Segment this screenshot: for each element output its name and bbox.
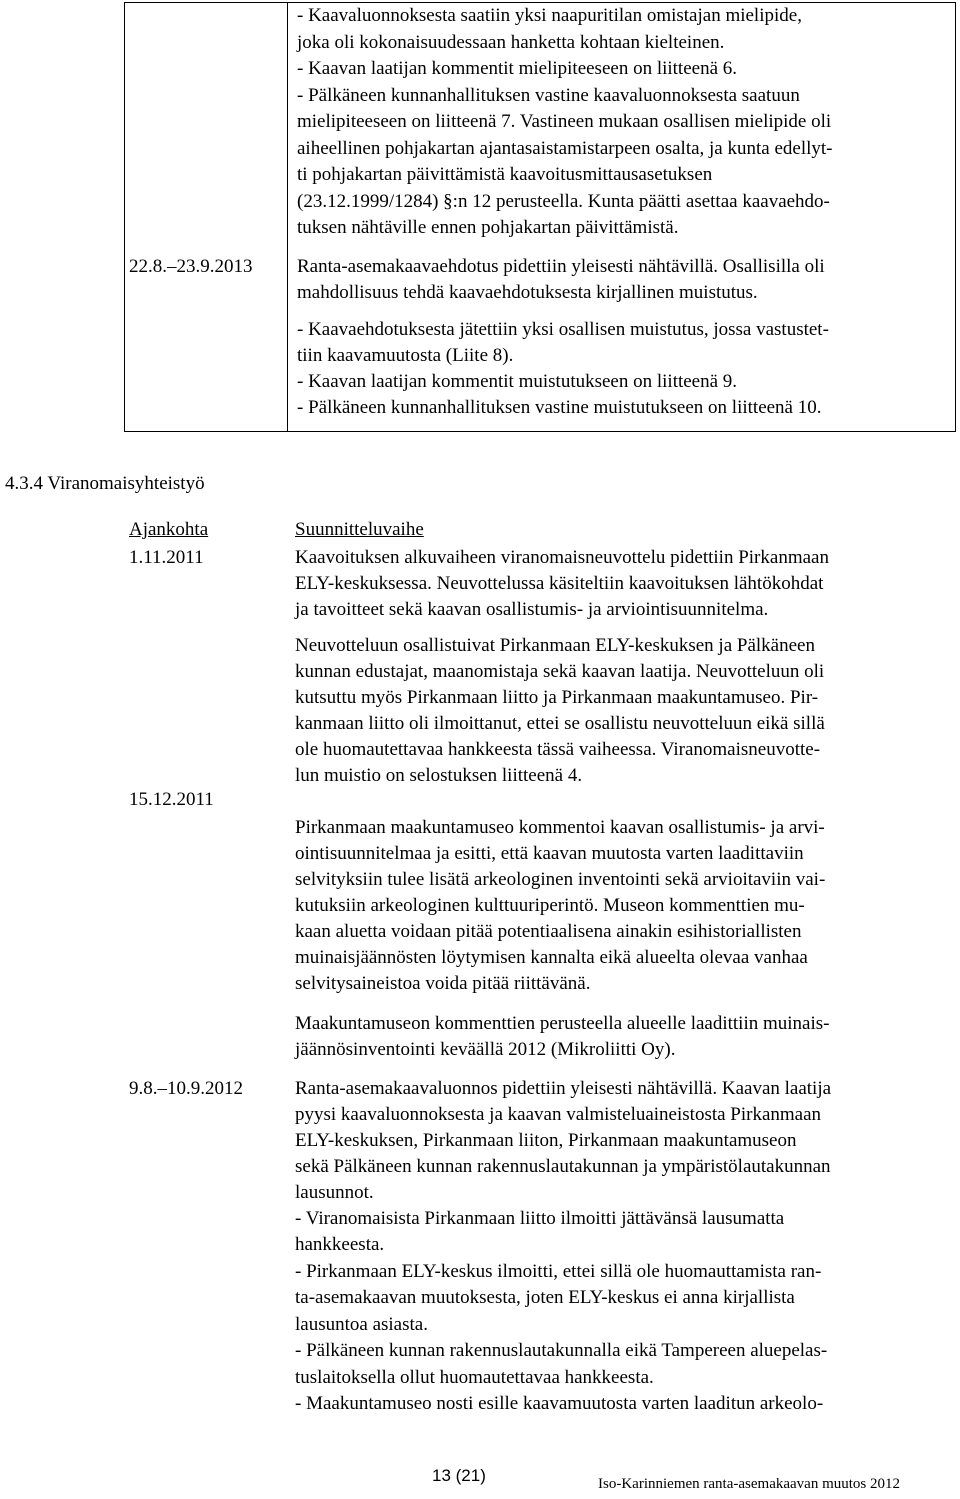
text-line: kutsuttu myös Pirkanmaan liitto ja Pirkanmaan maakuntamuseo. Pir- [295,687,819,708]
text-line: ta-asemakaavan muutoksesta, joten ELY-keskus ei anna kirjallista [295,1287,795,1308]
row-date: 22.8.–23.9.2013 [129,256,253,277]
text-line: hankkeesta. [295,1234,385,1255]
row-date: 1.11.2011 [129,547,204,568]
row-date: 9.8.–10.9.2012 [129,1078,243,1099]
text-line: - Kaavaehdotuksesta jätettiin yksi osallisen muistutus, jossa vastustet- [297,319,829,340]
text-line: pyysi kaavaluonnoksesta ja kaavan valmisteluaineistosta Pirkanmaan [295,1104,822,1125]
section-heading: 4.3.4 Viranomaisyhteistyö [5,473,205,494]
text-line: Ranta-asemakaavaehdotus pidettiin yleisesti nähtävillä. Osallisilla oli [297,256,825,277]
text-line: ja tavoitteet sekä kaavan osallistumis- ja arviointisuunnitelma. [295,599,769,620]
text-line: - Kaavan laatijan kommentit muistutukseen on liitteenä 9. [297,371,738,392]
text-line: - Viranomaisista Pirkanmaan liitto ilmoitti jättävänsä lausumatta [295,1208,785,1229]
table-border-top [124,2,956,3]
text-line: - Maakuntamuseo nosti esille kaavamuutosta varten laaditun arkeolo- [295,1393,824,1414]
table-border-bottom [124,431,956,432]
text-line: (23.12.1999/1284) §:n 12 perusteella. Kunta päätti asettaa kaavaehdo- [297,191,830,212]
text-line: kunnan edustajat, maanomistaja sekä kaavan laatija. Neuvotteluun oli [295,661,825,682]
text-line: - Pälkäneen kunnanhallituksen vastine kaavaluonnoksesta saatuun [297,85,800,106]
text-line: kanmaan liitto oli ilmoittanut, ettei se osallistu neuvotteluun eikä sillä [295,713,825,734]
text-line: ti pohjakartan päivittämistä kaavoitusmittausasetuksen [297,164,713,185]
column-header-phase: Suunnitteluvaihe [295,519,424,540]
text-line: kaan aluetta voidaan pitää potentiaalisena ainakin esihistoriallisten [295,921,802,942]
text-line: lausuntoa asiasta. [295,1314,428,1335]
table-border-middle [287,2,288,431]
text-line: lausunnot. [295,1182,374,1203]
text-line: ELY-keskuksessa. Neuvottelussa käsiteltiin kaavoituksen lähtökohdat [295,573,824,594]
text-line: Maakuntamuseon kommenttien perusteella alueelle laadittiin muinais- [295,1013,830,1034]
text-line: Kaavoituksen alkuvaiheen viranomaisneuvottelu pidettiin Pirkanmaan [295,547,829,568]
page-number: 13 (21) [432,1466,486,1485]
text-line: joka oli kokonaisuudessaan hanketta kohtaan kielteinen. [297,32,725,53]
text-line: tuslaitoksella ollut huomautettavaa hankkeesta. [295,1367,654,1388]
text-line: lun muistio on selostuksen liitteenä 4. [295,765,583,786]
text-line: ointisuunnitelmaa ja esitti, että kaavan muutosta varten laadittaviin [295,843,804,864]
text-line: - Kaavan laatijan kommentit mielipiteeseen on liitteenä 6. [297,58,738,79]
text-line: Ranta-asemakaavaluonnos pidettiin yleisesti nähtävillä. Kaavan laatija [295,1078,832,1099]
text-line: - Pälkäneen kunnan rakennuslautakunnalla eikä Tampereen aluepelas- [295,1340,828,1361]
text-line: kutuksiin arkeologinen kulttuuriperintö. Museon kommenttien mu- [295,895,805,916]
text-line: Pirkanmaan maakuntamuseo kommentoi kaavan osallistumis- ja arvi- [295,817,825,838]
text-line: tuksen nähtäville ennen pohjakartan päivittämistä. [297,217,679,238]
text-line: mahdollisuus tehdä kaavaehdotuksesta kirjallinen muistutus. [297,282,758,303]
text-line: selvitysaineistoa voida pitää riittävänä. [295,973,591,994]
table-border-right [955,2,956,431]
text-line: ole huomautettavaa hankkeesta tässä vaiheessa. Viranomaisneuvotte- [295,739,821,760]
text-line: Neuvotteluun osallistuivat Pirkanmaan ELY-keskuksen ja Pälkäneen [295,635,815,656]
text-line: muinaisjäännösten löytymisen kannalta eikä alueelta olevaa vanhaa [295,947,808,968]
text-line: sekä Pälkäneen kunnan rakennuslautakunnan ja ympäristölautakunnan [295,1156,831,1177]
text-line: - Pälkäneen kunnanhallituksen vastine muistutukseen on liitteenä 10. [297,397,822,418]
table-border-left [124,2,125,431]
document-title-footer: Iso-Karinniemen ranta-asemakaavan muutos 2012 [598,1476,900,1492]
row-date: 15.12.2011 [129,789,214,810]
text-line: - Pirkanmaan ELY-keskus ilmoitti, ettei sillä ole huomauttamista ran- [295,1261,822,1282]
text-line: ELY-keskuksen, Pirkanmaan liiton, Pirkanmaan maakuntamuseon [295,1130,797,1151]
text-line: - Kaavaluonnoksesta saatiin yksi naapuritilan omistajan mielipide, [297,5,802,26]
text-line: mielipiteeseen on liitteenä 7. Vastineen mukaan osallisen mielipide oli [297,111,832,132]
text-line: aiheellinen pohjakartan ajantasaistamistarpeen osalta, ja kunta edellyt- [297,138,833,159]
text-line: tiin kaavamuutosta (Liite 8). [297,345,514,366]
column-header-date: Ajankohta [129,519,209,540]
text-line: selvityksiin tulee lisätä arkeologinen inventointi sekä arvioitaviin vai- [295,869,826,890]
text-line: jäännösinventointi keväällä 2012 (Mikroliitti Oy). [295,1039,676,1060]
